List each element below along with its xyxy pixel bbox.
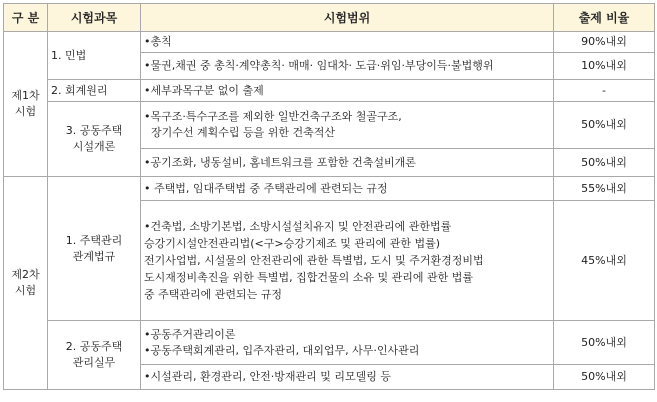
round1-subject-facilities: 3. 공동주택 시설개론 (48, 102, 141, 177)
table-row (4, 32, 655, 53)
range-cell: •건축법, 소방기본법, 소방시설설치유지 및 안전관리에 관한법률 승강기시설안전관리법(<구>승강기제조 및 관리에 관한 법률) 전기사업법, 시설물의 안전관리에 관한 특별법, 도시 및 주거환경정비법 도시재정비촉진을 위한 특별법, 집합건물의 소유 및 관리에 관한 법률 중 주택관리에 관련되는 규정 (141, 201, 554, 321)
table-row (4, 102, 655, 149)
range-cell: •공기조화, 냉동설비, 홈네트워크를 포함한 건축설비개론 (141, 149, 554, 177)
range-cell: •총칙 (141, 32, 554, 53)
range-cell: •시설관리, 환경관리, 안전·방재관리 및 리모델링 등 (141, 365, 554, 390)
ratio-cell: 50%내외 (554, 321, 655, 365)
ratio-cell: 55%내외 (554, 177, 655, 201)
range-cell: •물권,채권 중 총칙·계약총칙· 매매· 임대차· 도급·위임·부당이득·불법행위 (141, 53, 554, 80)
round1-subject-accounting: 2. 회계원리 (48, 80, 141, 102)
table-row (4, 321, 655, 365)
ratio-cell: - (554, 80, 655, 102)
table-row (4, 80, 655, 102)
ratio-cell: 50%내외 (554, 102, 655, 149)
round1-subject-civil-law: 1. 민법 (48, 32, 141, 80)
round1-label: 제1차 시험 (4, 32, 48, 177)
ratio-cell: 90%내외 (554, 32, 655, 53)
header-range: 시험범위 (141, 4, 554, 32)
range-cell: •공동주거관리이론 •공동주택회계관리, 입주자관리, 대외업무, 사무·인사관리 (141, 321, 554, 365)
round2-subject-practice: 2. 공동주택 관리실무 (48, 321, 141, 390)
ratio-cell: 50%내외 (554, 365, 655, 390)
table-row (4, 177, 655, 201)
header-row (4, 4, 655, 32)
ratio-cell: 10%내외 (554, 53, 655, 80)
header-subject: 시험과목 (48, 4, 141, 32)
range-cell: • 주택법, 임대주택법 중 주택관리에 관련되는 규정 (141, 177, 554, 201)
ratio-cell: 50%내외 (554, 149, 655, 177)
round2-label: 제2차 시험 (4, 177, 48, 390)
range-cell: •목구조·특수구조를 제외한 일반건축구조와 철골구조, 장기수선 계획수립 등을 위한 건축적산 (141, 102, 554, 149)
round2-subject-housing-law: 1. 주택관리 관계법규 (48, 177, 141, 321)
range-cell: •세부과목구분 없이 출제 (141, 80, 554, 102)
exam-scope-table (3, 3, 655, 390)
ratio-cell: 45%내외 (554, 201, 655, 321)
header-group: 구 분 (4, 4, 48, 32)
header-ratio: 출제 비율 (554, 4, 655, 32)
